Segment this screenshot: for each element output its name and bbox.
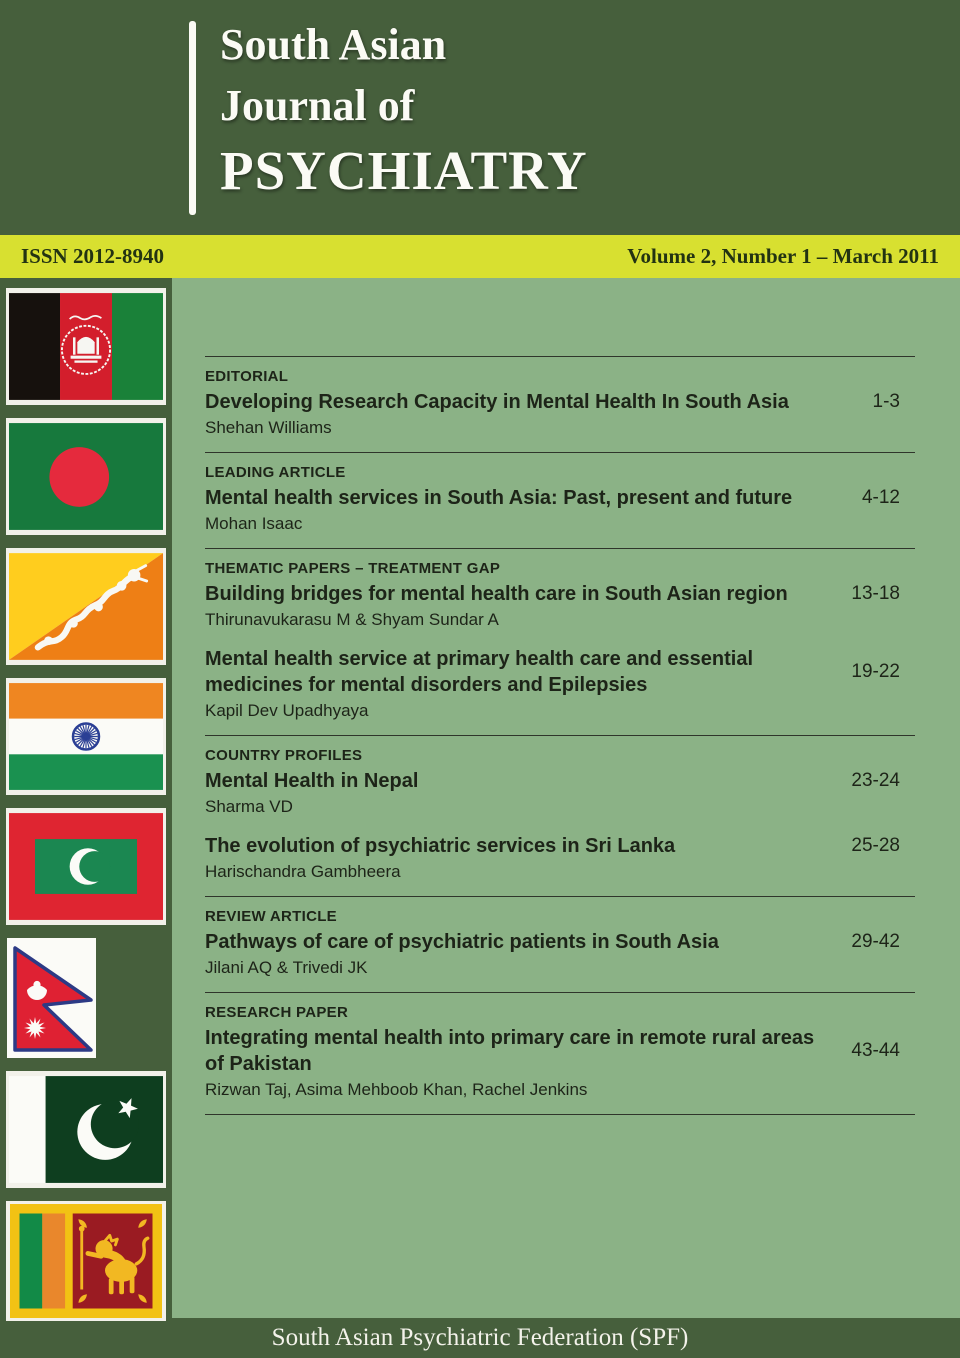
toc-article <box>205 581 915 630</box>
article-authors: Harischandra Gambheera <box>205 862 401 881</box>
toc-section-editorial <box>205 356 915 452</box>
article-pages: 1-3 <box>872 391 900 412</box>
article-pages: 43-44 <box>851 1040 900 1061</box>
article-title: Integrating mental health into primary care in remote rural areas of Pakistan <box>205 1027 815 1075</box>
maldives-flag <box>6 808 166 925</box>
article-title: Developing Research Capacity in Mental Health In South Asia <box>205 391 789 413</box>
nepal-flag <box>7 938 96 1058</box>
section-label: REVIEW ARTICLE <box>205 908 337 925</box>
toc-bottom-rule <box>205 1114 915 1115</box>
toc-section-research-paper <box>205 992 915 1114</box>
toc-article <box>205 485 915 534</box>
bhutan-flag-graphic <box>9 551 163 662</box>
toc-section-leading-article <box>205 452 915 548</box>
toc-section-thematic-papers <box>205 548 915 735</box>
toc-article <box>205 646 915 721</box>
bhutan-flag <box>6 548 166 665</box>
sri-lanka-flag-graphic <box>9 1204 163 1318</box>
journal-title-line3: PSYCHIATRY <box>220 140 588 201</box>
toc-article <box>205 833 915 882</box>
toc-article <box>205 929 915 978</box>
article-title: Mental health service at primary health care and essential medicines for mental disorders and Epilepsies <box>205 648 754 696</box>
article-pages: 23-24 <box>851 770 900 791</box>
section-label: LEADING ARTICLE <box>205 464 346 481</box>
federation-name: South Asian Psychiatric Federation (SPF) <box>271 1324 689 1351</box>
article-pages: 13-18 <box>851 583 900 604</box>
article-authors: Kapil Dev Upadhyaya <box>205 701 369 720</box>
article-authors: Jilani AQ & Trivedi JK <box>205 958 368 977</box>
journal-title <box>220 14 588 206</box>
flags-sidebar <box>0 278 172 1318</box>
article-title: Building bridges for mental health care in South Asian region <box>205 583 788 605</box>
sri-lanka-flag <box>6 1201 166 1321</box>
table-of-contents <box>205 278 915 1115</box>
article-authors: Thirunavukarasu M & Shyam Sundar A <box>205 610 499 629</box>
journal-title-line2: Journal of <box>220 81 415 130</box>
bangladesh-flag <box>6 418 166 535</box>
issn-volume-band <box>0 235 960 278</box>
bangladesh-flag-graphic <box>9 421 163 532</box>
article-title: Mental health services in South Asia: Past, present and future <box>205 487 793 509</box>
article-pages: 19-22 <box>851 661 900 682</box>
toc-article <box>205 389 915 438</box>
footer-band <box>0 1318 960 1358</box>
volume-info: Volume 2, Number 1 – March 2011 <box>627 244 939 268</box>
article-authors: Mohan Isaac <box>205 514 303 533</box>
toc-content <box>172 278 960 1318</box>
article-title: The evolution of psychiatric services in Sri Lanka <box>205 835 676 857</box>
india-flag-graphic <box>9 681 163 792</box>
masthead <box>0 0 960 235</box>
section-label: COUNTRY PROFILES <box>205 747 363 764</box>
nepal-flag-graphic <box>7 938 96 1058</box>
maldives-flag-graphic <box>9 811 163 922</box>
article-authors: Sharma VD <box>205 797 293 816</box>
toc-section-review-article <box>205 896 915 992</box>
afghanistan-flag-graphic <box>9 291 163 402</box>
article-pages: 25-28 <box>851 835 900 856</box>
article-title: Pathways of care of psychiatric patients in South Asia <box>205 931 719 953</box>
article-authors: Shehan Williams <box>205 418 332 437</box>
toc-section-country-profiles <box>205 735 915 896</box>
pakistan-flag-graphic <box>9 1074 163 1185</box>
cover-body <box>0 278 960 1318</box>
article-title: Mental Health in Nepal <box>205 770 419 792</box>
article-authors: Rizwan Taj, Asima Mehboob Khan, Rachel Jenkins <box>205 1080 588 1099</box>
section-label: RESEARCH PAPER <box>205 1004 349 1021</box>
section-label: EDITORIAL <box>205 368 289 385</box>
section-label: THEMATIC PAPERS – TREATMENT GAP <box>205 560 501 577</box>
afghanistan-flag <box>6 288 166 405</box>
journal-title-line1: South Asian <box>220 20 447 69</box>
toc-article <box>205 1025 915 1100</box>
issn-number: ISSN 2012-8940 <box>21 244 164 268</box>
article-pages: 29-42 <box>851 931 900 952</box>
pakistan-flag <box>6 1071 166 1188</box>
toc-article <box>205 768 915 817</box>
india-flag <box>6 678 166 795</box>
article-pages: 4-12 <box>861 487 900 508</box>
title-accent-bar <box>189 21 196 215</box>
